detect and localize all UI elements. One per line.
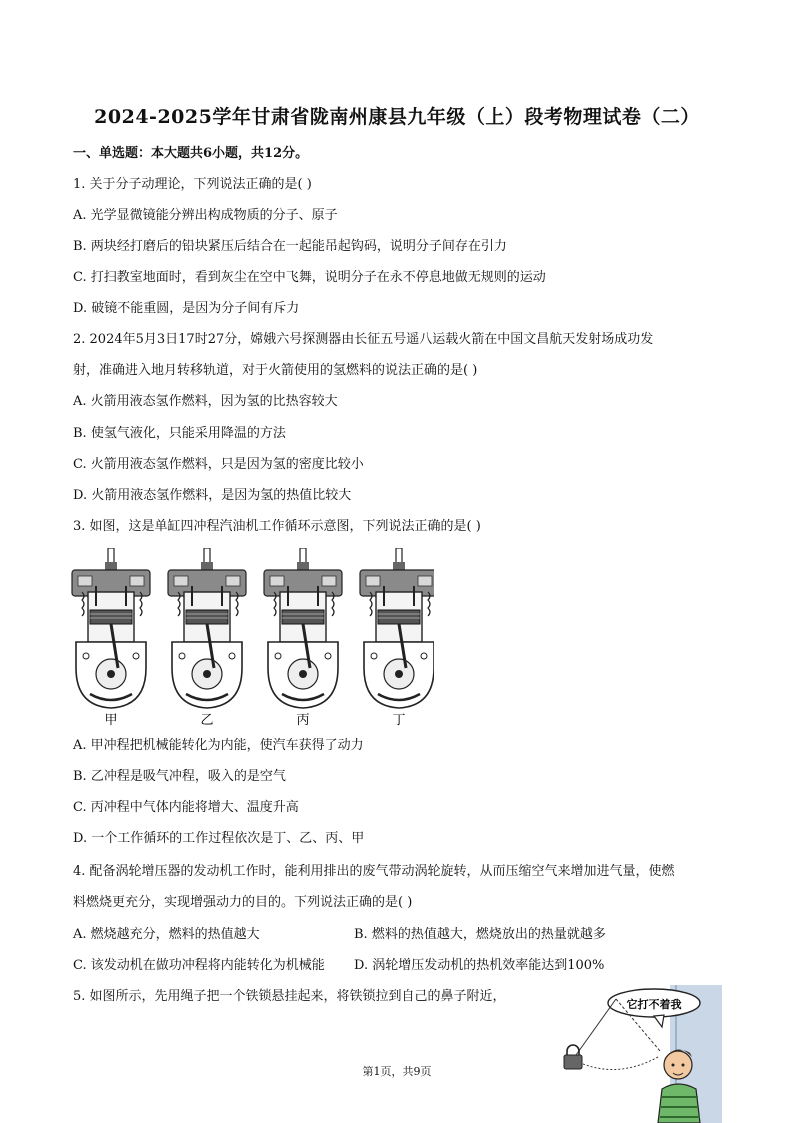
engine-cycle-figure: [66, 548, 434, 730]
pendulum-lock-cartoon: [550, 985, 722, 1123]
engine-diagram-yi: [168, 548, 246, 708]
page-title: 2024-2025学年甘肃省陇南州康县九年级（上）段考物理试卷（二）: [94, 106, 700, 128]
engine-label-yi: 乙: [200, 713, 214, 728]
engine-label-jia: 甲: [104, 713, 118, 728]
q4-option-c: C. 该发动机在做功冲程将内能转化为机械能: [73, 958, 325, 973]
q2-option-c: C. 火箭用液态氢作燃料，只是因为氢的密度比较小: [73, 457, 364, 472]
q2-option-d: D. 火箭用液态氢作燃料，是因为氢的热值比较大: [73, 488, 352, 503]
q1-stem: 1. 关于分子动理论，下列说法正确的是( ): [73, 177, 312, 192]
q1-option-a: A. 光学显微镜能分辨出构成物质的分子、原子: [73, 208, 338, 223]
q2-stem-line1: 2. 2024年5月3日17时27分，嫦娥六号探测器由长征五号遥八运载火箭在中国文昌航天发射场成功发: [73, 332, 654, 347]
q4-option-d: D. 涡轮增压发动机的热机效率能达到100%: [354, 958, 605, 973]
q2-stem-line2: 射，准确进入地月转移轨道，对于火箭使用的氢燃料的说法正确的是( ): [73, 363, 478, 378]
engine-diagram-ding: [360, 548, 434, 708]
q1-option-d: D. 破镜不能重圆，是因为分子间有斥力: [73, 301, 300, 316]
q1-option-c: C. 打扫教室地面时，看到灰尘在空中飞舞，说明分子在永不停息地做无规则的运动: [73, 270, 546, 285]
speech-bubble-text: 它打不着我: [626, 998, 682, 1011]
q3-option-a: A. 甲冲程把机械能转化为内能，使汽车获得了动力: [73, 738, 364, 753]
q2-option-a: A. 火箭用液态氢作燃料，因为氢的比热容较大: [73, 394, 338, 409]
q4-option-a: A. 燃烧越充分，燃料的热值越大: [73, 927, 260, 942]
q4-stem-line2: 料燃烧更充分，实现增强动力的目的。下列说法正确的是( ): [73, 895, 413, 910]
q5-stem: 5. 如图所示，先用绳子把一个铁锁悬挂起来，将铁锁拉到自己的鼻子附近，: [73, 989, 506, 1004]
engine-diagram-jia: [72, 548, 150, 708]
page-footer: 第1页，共9页: [362, 1065, 432, 1078]
q3-stem: 3. 如图，这是单缸四冲程汽油机工作循环示意图，下列说法正确的是( ): [73, 519, 481, 534]
engine-label-ding: 丁: [392, 713, 406, 728]
q1-option-b: B. 两块经打磨后的铅块紧压后结合在一起能吊起钩码，说明分子间存在引力: [73, 239, 507, 254]
section-heading: 一、单选题：本大题共6小题，共12分。: [73, 146, 309, 161]
q2-option-b: B. 使氢气液化，只能采用降温的方法: [73, 426, 286, 441]
q4-stem-line1: 4. 配备涡轮增压器的发动机工作时，能利用排出的废气带动涡轮旋转，从而压缩空气来增加进气量，使燃: [73, 864, 675, 879]
engine-diagram-bing: [264, 548, 342, 708]
q3-option-b: B. 乙冲程是吸气冲程，吸入的是空气: [73, 769, 286, 784]
q3-option-c: C. 丙冲程中气体内能将增大、温度升高: [73, 800, 299, 815]
q4-option-b: B. 燃料的热值越大，燃烧放出的热量就越多: [354, 927, 606, 942]
q3-option-d: D. 一个工作循环的工作过程依次是丁、乙、丙、甲: [73, 831, 365, 846]
engine-label-bing: 丙: [296, 713, 310, 728]
